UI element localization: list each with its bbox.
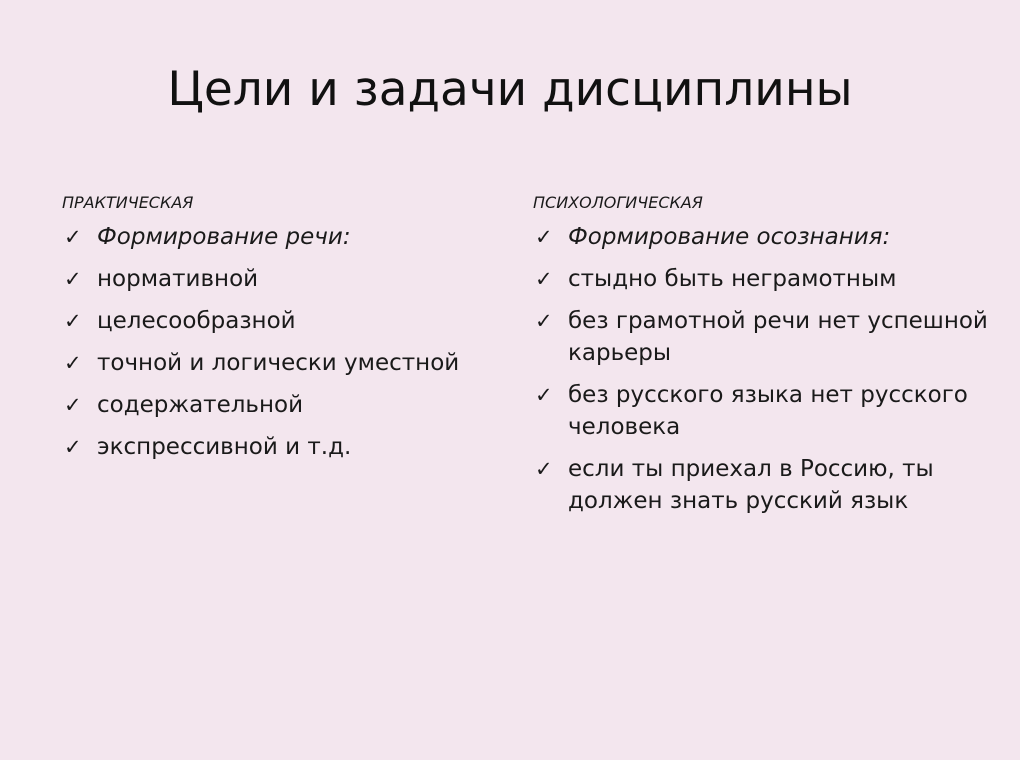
list-item-text: целесообразной [97, 308, 296, 334]
list-item-text: экспрессивной и т.д. [97, 434, 352, 460]
check-mark-icon: ✓ [64, 225, 82, 249]
list-item-text: Формирование речи: [97, 224, 351, 250]
check-mark-icon: ✓ [535, 309, 553, 333]
left-column [62, 185, 502, 473]
list-item-text: стыдно быть неграмотным [568, 266, 897, 292]
list-item-text: точной и логически уместной [97, 350, 460, 376]
list-item [62, 347, 502, 379]
left-column-list [62, 221, 502, 463]
list-item [62, 431, 502, 463]
check-mark-icon: ✓ [535, 267, 553, 291]
list-item-text: без грамотной речи нет успешной карьеры [568, 308, 988, 366]
list-item [62, 305, 502, 337]
list-item [533, 379, 993, 443]
slide-title: Цели и задачи дисциплины [167, 62, 853, 117]
right-column-heading: психологическая [533, 188, 703, 214]
list-item [62, 263, 502, 295]
check-mark-icon: ✓ [64, 267, 82, 291]
list-item-text: если ты приехал в Россию, ты должен знать русский язык [568, 456, 934, 514]
check-mark-icon: ✓ [64, 393, 82, 417]
right-column [533, 185, 993, 527]
list-item-text: Формирование осознания: [568, 224, 891, 250]
right-column-list [533, 221, 993, 517]
list-item [533, 263, 993, 295]
check-mark-icon: ✓ [64, 435, 82, 459]
list-item-text: нормативной [97, 266, 259, 292]
list-item-text: содержательной [97, 392, 304, 418]
list-item-text: без русского языка нет русского человека [568, 382, 968, 440]
list-item [533, 453, 993, 517]
check-mark-icon: ✓ [535, 225, 553, 249]
list-item [533, 221, 993, 253]
list-item [62, 389, 502, 421]
list-item [533, 305, 993, 369]
left-column-heading: практическая [62, 188, 194, 214]
check-mark-icon: ✓ [64, 351, 82, 375]
check-mark-icon: ✓ [64, 309, 82, 333]
check-mark-icon: ✓ [535, 457, 553, 481]
check-mark-icon: ✓ [535, 383, 553, 407]
list-item [62, 221, 502, 253]
